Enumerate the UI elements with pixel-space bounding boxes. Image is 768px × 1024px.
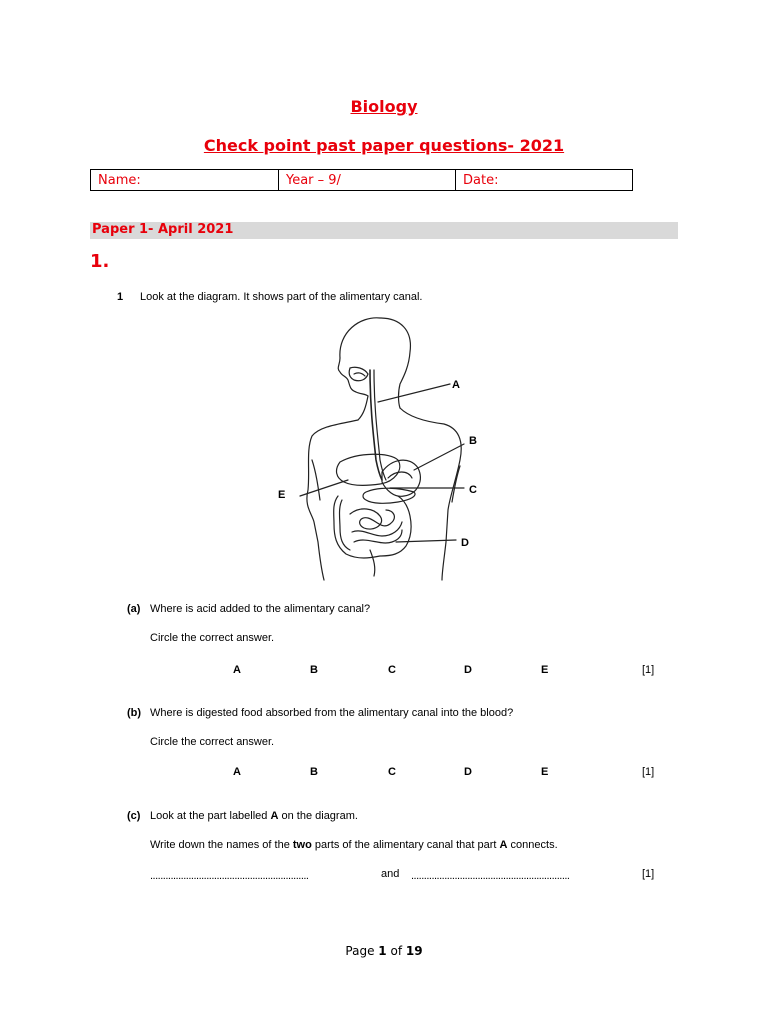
year-field[interactable]: Year – 9/ [279, 170, 456, 191]
page-footer [0, 944, 768, 958]
part-c-instruction-post: connects. [507, 839, 558, 851]
part-a-choice-c[interactable]: C [388, 664, 396, 676]
part-c-instruction-bold: two [292, 839, 312, 851]
part-c-answer-line-1[interactable]: .............................................................. [150, 870, 309, 882]
small-intestine [350, 509, 402, 543]
part-c-instruction-pre: Write down the names of the [150, 839, 293, 851]
part-a-choice-e[interactable]: E [541, 664, 549, 676]
mouth-outline [349, 367, 368, 381]
diagram-label-b: B [469, 435, 477, 447]
diagram-label-d: D [461, 537, 469, 549]
footer-total-pages: 19 [405, 944, 423, 958]
part-b-label: (b) [127, 707, 142, 719]
diagram-label-a: A [452, 379, 460, 391]
question-number-heading: 1. [90, 251, 110, 272]
part-c-text-post: on the diagram. [278, 810, 358, 822]
part-a-choice-b[interactable]: B [310, 664, 318, 676]
part-a-choice-d[interactable]: D [464, 664, 472, 676]
question-number: 1 [117, 291, 124, 303]
part-b-text: Where is digested food absorbed from the alimentary canal into the blood? [150, 707, 514, 719]
part-b-instruction: Circle the correct answer. [150, 736, 275, 748]
student-info-table [90, 169, 633, 191]
part-b-marks: [1] [642, 766, 655, 778]
part-c-and: and [381, 868, 400, 880]
part-b-choice-a[interactable]: A [233, 766, 241, 778]
part-a-choice-a[interactable]: A [233, 664, 241, 676]
date-field[interactable]: Date: [456, 170, 633, 191]
footer-pre: Page [345, 944, 379, 958]
diagram-label-e: E [278, 489, 286, 501]
part-c-text-pre: Look at the part labelled [150, 810, 271, 822]
part-c-marks: [1] [642, 868, 655, 880]
paper-section-label: Paper 1- April 2021 [92, 222, 234, 237]
footer-mid: of [386, 944, 406, 958]
part-c-answer-line-2[interactable]: .............................................................. [411, 870, 570, 882]
part-c-label: (c) [127, 810, 141, 822]
part-c-instruction-bold2: A [499, 839, 508, 851]
part-b-choice-c[interactable]: C [388, 766, 396, 778]
name-field[interactable]: Name: [91, 170, 279, 191]
part-a-instruction: Circle the correct answer. [150, 632, 275, 644]
question-stem: Look at the diagram. It shows part of the alimentary canal. [140, 291, 423, 303]
part-a-label: (a) [127, 603, 141, 615]
part-c-instruction [150, 839, 558, 851]
alimentary-canal-diagram [270, 310, 510, 585]
part-a-text: Where is acid added to the alimentary canal? [150, 603, 371, 615]
page-title: Check point past paper questions- 2021 [203, 136, 565, 155]
part-b-choice-d[interactable]: D [464, 766, 472, 778]
subject-title: Biology [350, 97, 418, 116]
part-b-choice-b[interactable]: B [310, 766, 318, 778]
paper-section-band [90, 222, 678, 239]
part-a-marks: [1] [642, 664, 655, 676]
part-b-choice-e[interactable]: E [541, 766, 549, 778]
part-c-text [150, 810, 358, 822]
footer-page-number: 1 [378, 944, 387, 958]
diagram-label-c: C [469, 484, 477, 496]
part-c-instruction-mid: parts of the alimentary canal that part [311, 839, 500, 851]
part-c-text-bold: A [270, 810, 279, 822]
